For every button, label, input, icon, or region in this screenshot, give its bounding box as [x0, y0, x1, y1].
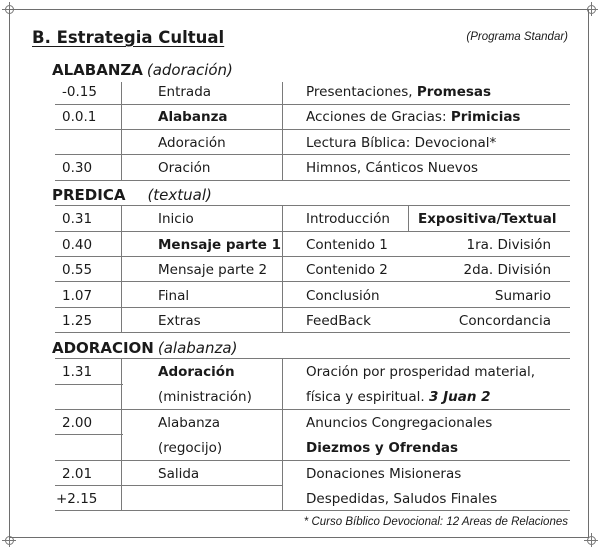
section-heading-predica: PREDICA (textual) [52, 186, 212, 204]
time-cell: -0.15 [62, 84, 97, 100]
activity-cell: (ministración) [158, 389, 252, 405]
time-cell: 0.30 [62, 160, 93, 176]
bible-reference: 3 Juan 2 [428, 389, 491, 405]
divider [121, 82, 122, 180]
divider [55, 104, 570, 105]
activity-cell: Extras [158, 313, 201, 329]
part-cell: Conclusión [306, 288, 380, 304]
divider [55, 205, 570, 206]
divider [55, 129, 570, 130]
time-cell: 2.01 [62, 466, 93, 482]
activity-cell: Mensaje parte 2 [158, 262, 268, 278]
divider [55, 154, 570, 155]
detail-cell: Donaciones Misioneras [306, 466, 462, 482]
time-cell: 0.55 [62, 262, 93, 278]
detail-cell: Lectura Bíblica: Devocional* [306, 135, 497, 151]
type-cell: Sumario [494, 288, 551, 304]
activity-cell: Final [158, 288, 190, 304]
detail-text: Acciones de Gracias: [306, 109, 451, 125]
page-title: B. Estrategia Cultual [32, 28, 225, 47]
time-cell: 1.07 [62, 288, 93, 304]
divider [55, 510, 570, 511]
time-cell: 2.00 [62, 415, 93, 431]
detail-cell: Diezmos y Ofrendas [306, 440, 459, 456]
time-cell: 0.0.1 [62, 109, 97, 125]
activity-cell: Alabanza [158, 109, 228, 125]
activity-cell: Adoración [158, 135, 226, 151]
part-cell: Contenido 2 [306, 262, 388, 278]
program-note: (Programa Standar) [466, 31, 568, 43]
divider [121, 205, 122, 333]
detail-cell [306, 84, 491, 100]
divider [55, 485, 283, 486]
divider [55, 332, 570, 333]
footnote: * Curso Bíblico Devocional: 12 Areas de Relaciones [303, 516, 568, 528]
detail-cell [306, 109, 520, 125]
detail-text: Presentaciones, [306, 84, 417, 100]
section-heading-alabanza: ALABANZA (adoración) [52, 61, 233, 79]
time-cell: 1.31 [62, 364, 93, 380]
type-cell: 1ra. División [466, 237, 551, 253]
activity-cell: Salida [158, 466, 200, 482]
divider [408, 205, 409, 231]
detail-bold: Promesas [416, 84, 492, 100]
activity-cell: Adoración [158, 364, 235, 380]
time-cell: +2.15 [56, 491, 98, 507]
part-cell: Introducción [306, 211, 390, 227]
divider [55, 434, 123, 435]
detail-bold: Primicias [450, 109, 521, 125]
divider [282, 358, 283, 510]
divider [55, 307, 570, 308]
activity-cell: (regocijo) [158, 440, 223, 456]
time-cell: 0.40 [62, 237, 93, 253]
activity-cell: Entrada [158, 84, 212, 100]
time-cell: 0.31 [62, 211, 93, 227]
activity-cell: Alabanza [158, 415, 221, 431]
divider [282, 205, 283, 333]
divider [55, 256, 570, 257]
detail-text: física y espiritual. [306, 389, 429, 405]
detail-cell: Despedidas, Saludos Finales [306, 491, 498, 507]
divider [55, 409, 570, 410]
activity-cell: Mensaje parte 1 [158, 237, 281, 253]
section-heading-adoracion: ADORACION (alabanza) [52, 339, 238, 357]
activity-cell: Inicio [158, 211, 194, 227]
time-cell: 1.25 [62, 313, 93, 329]
part-cell: FeedBack [306, 313, 371, 329]
divider [282, 82, 283, 180]
divider [55, 180, 570, 181]
divider [55, 281, 570, 282]
type-cell: 2da. División [463, 262, 551, 278]
divider [55, 358, 570, 359]
activity-cell: Oración [158, 160, 211, 176]
type-cell: Expositiva/Textual [418, 211, 557, 227]
divider [55, 231, 570, 232]
detail-cell: Himnos, Cánticos Nuevos [306, 160, 479, 176]
detail-cell [306, 389, 491, 405]
part-cell: Contenido 1 [306, 237, 388, 253]
divider [55, 460, 570, 461]
divider [55, 384, 123, 385]
type-cell: Concordancia [458, 313, 551, 329]
detail-cell: Anuncios Congregacionales [306, 415, 493, 431]
detail-cell: Oración por prosperidad material, [306, 364, 536, 380]
